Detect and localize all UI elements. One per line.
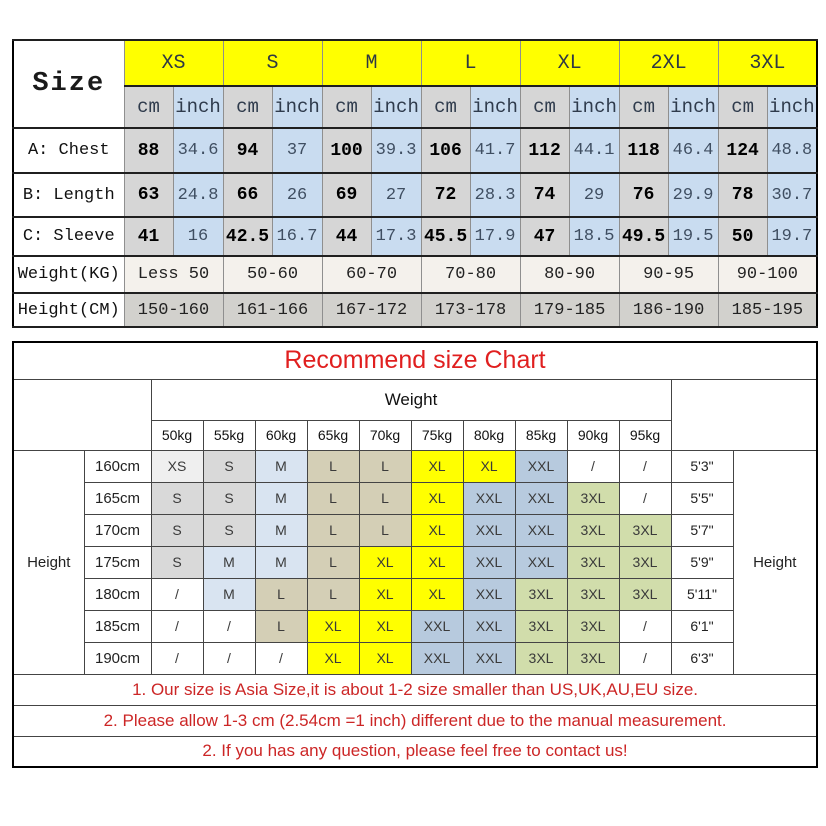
- unit-header-cell: inch: [668, 86, 718, 128]
- size-cell: L: [359, 514, 411, 546]
- size-cell: XL: [307, 610, 359, 642]
- size-cell: XXL: [515, 450, 567, 482]
- range-value-cell: Less 50: [124, 256, 223, 293]
- size-cell: S: [203, 450, 255, 482]
- measurement-row-label: B: Length: [13, 173, 124, 217]
- size-cell: XXL: [463, 642, 515, 674]
- size-cell: S: [151, 514, 203, 546]
- recommend-row: [13, 514, 817, 546]
- size-cell: 3XL: [567, 482, 619, 514]
- size-column-header: 3XL: [718, 40, 817, 86]
- unit-header-cell: inch: [371, 86, 421, 128]
- weight-column-header: 65kg: [307, 420, 359, 450]
- size-cell: XL: [411, 514, 463, 546]
- measurement-value-cell: 76: [619, 173, 668, 217]
- size-cell: /: [619, 450, 671, 482]
- measurement-value-cell: 72: [421, 173, 470, 217]
- size-cell: XXL: [515, 514, 567, 546]
- size-cell: 3XL: [567, 642, 619, 674]
- measurement-value-cell: 78: [718, 173, 767, 217]
- measurement-value-cell: 29: [569, 173, 619, 217]
- measurement-value-cell: 50: [718, 217, 767, 256]
- weight-group-header: Weight: [151, 379, 671, 420]
- note-row: [13, 736, 817, 767]
- height-ft-cell: 5'11": [671, 578, 733, 610]
- size-cell: L: [307, 546, 359, 578]
- measurement-value-cell: 88: [124, 128, 173, 173]
- size-cell: /: [203, 642, 255, 674]
- size-cell: M: [203, 546, 255, 578]
- recommend-size-table: [12, 341, 818, 768]
- size-cell: 3XL: [619, 514, 671, 546]
- size-cell: M: [203, 578, 255, 610]
- measurement-value-cell: 124: [718, 128, 767, 173]
- measurement-value-cell: 44.1: [569, 128, 619, 173]
- size-cell: 3XL: [567, 546, 619, 578]
- measurement-value-cell: 30.7: [767, 173, 817, 217]
- measurement-value-cell: 16: [173, 217, 223, 256]
- size-cell: XXL: [411, 642, 463, 674]
- unit-header-row: [13, 86, 817, 128]
- height-cm-cell: 165cm: [84, 482, 151, 514]
- measurement-value-cell: 45.5: [421, 217, 470, 256]
- measurement-value-cell: 48.8: [767, 128, 817, 173]
- recommend-row: [13, 546, 817, 578]
- note-row: [13, 705, 817, 736]
- recommend-row: [13, 450, 817, 482]
- blank-header-left: [13, 379, 151, 450]
- height-axis-label-right: Height: [733, 450, 817, 674]
- size-cell: /: [619, 482, 671, 514]
- weight-column-header: 70kg: [359, 420, 411, 450]
- recommend-title-row: [13, 342, 817, 379]
- height-cm-cell: 175cm: [84, 546, 151, 578]
- size-cell: L: [359, 450, 411, 482]
- measurement-value-cell: 17.3: [371, 217, 421, 256]
- size-cell: L: [255, 610, 307, 642]
- measurement-row: [13, 217, 817, 256]
- size-cell: 3XL: [515, 578, 567, 610]
- weight-column-header: 55kg: [203, 420, 255, 450]
- size-cell: /: [255, 642, 307, 674]
- unit-header-cell: cm: [421, 86, 470, 128]
- size-cell: XXL: [463, 482, 515, 514]
- measurement-value-cell: 69: [322, 173, 371, 217]
- range-value-cell: 70-80: [421, 256, 520, 293]
- size-column-header: L: [421, 40, 520, 86]
- measurement-value-cell: 63: [124, 173, 173, 217]
- measurement-value-cell: 49.5: [619, 217, 668, 256]
- range-value-cell: 90-95: [619, 256, 718, 293]
- height-cm-cell: 170cm: [84, 514, 151, 546]
- chart-title: Recommend size Chart: [284, 346, 546, 375]
- measurement-value-cell: 24.8: [173, 173, 223, 217]
- height-axis-label-left: Height: [13, 450, 84, 674]
- size-column-header: XL: [520, 40, 619, 86]
- weight-column-header: 95kg: [619, 420, 671, 450]
- recommend-title-cell: [13, 342, 817, 379]
- weight-column-header: 90kg: [567, 420, 619, 450]
- weight-column-header: 85kg: [515, 420, 567, 450]
- size-cell: XL: [307, 642, 359, 674]
- size-spec-table: [12, 39, 818, 328]
- weight-column-header: 50kg: [151, 420, 203, 450]
- measurement-value-cell: 42.5: [223, 217, 272, 256]
- measurement-value-cell: 47: [520, 217, 569, 256]
- size-cell: /: [619, 642, 671, 674]
- measurement-row: [13, 173, 817, 217]
- measurement-value-cell: 39.3: [371, 128, 421, 173]
- range-value-cell: 60-70: [322, 256, 421, 293]
- size-cell: /: [203, 610, 255, 642]
- height-cm-cell: 160cm: [84, 450, 151, 482]
- size-cell: S: [151, 546, 203, 578]
- measurement-row: [13, 128, 817, 173]
- size-cell: S: [151, 482, 203, 514]
- measurement-row-label: A: Chest: [13, 128, 124, 173]
- height-cm-cell: 190cm: [84, 642, 151, 674]
- size-cell: /: [151, 610, 203, 642]
- measurement-value-cell: 34.6: [173, 128, 223, 173]
- size-column-header: S: [223, 40, 322, 86]
- measurement-value-cell: 46.4: [668, 128, 718, 173]
- range-row-label: Weight(KG): [13, 256, 124, 293]
- range-value-cell: 185-195: [718, 293, 817, 327]
- measurement-value-cell: 112: [520, 128, 569, 173]
- measurement-value-cell: 37: [272, 128, 322, 173]
- size-cell: 3XL: [619, 546, 671, 578]
- measurement-value-cell: 118: [619, 128, 668, 173]
- measurement-value-cell: 41: [124, 217, 173, 256]
- size-cell: M: [255, 482, 307, 514]
- size-cell: 3XL: [567, 514, 619, 546]
- size-cell: /: [619, 610, 671, 642]
- size-column-header: M: [322, 40, 421, 86]
- size-column-header: XS: [124, 40, 223, 86]
- size-header-row: [13, 40, 817, 86]
- weight-column-header: 75kg: [411, 420, 463, 450]
- measurement-value-cell: 28.3: [470, 173, 520, 217]
- measurement-value-cell: 19.7: [767, 217, 817, 256]
- unit-header-cell: cm: [619, 86, 668, 128]
- size-cell: XL: [411, 546, 463, 578]
- unit-header-cell: cm: [718, 86, 767, 128]
- size-cell: XXL: [463, 514, 515, 546]
- measurement-value-cell: 106: [421, 128, 470, 173]
- size-cell: 3XL: [567, 578, 619, 610]
- recommend-row: [13, 610, 817, 642]
- size-cell: XL: [359, 546, 411, 578]
- range-value-cell: 161-166: [223, 293, 322, 327]
- size-cell: L: [307, 514, 359, 546]
- height-ft-cell: 5'9": [671, 546, 733, 578]
- range-value-cell: 167-172: [322, 293, 421, 327]
- measurement-value-cell: 74: [520, 173, 569, 217]
- unit-header-cell: inch: [767, 86, 817, 128]
- measurement-value-cell: 17.9: [470, 217, 520, 256]
- size-cell: 3XL: [619, 578, 671, 610]
- recommend-row: [13, 578, 817, 610]
- range-value-cell: 90-100: [718, 256, 817, 293]
- size-cell: S: [203, 514, 255, 546]
- height-ft-cell: 5'7": [671, 514, 733, 546]
- measurement-value-cell: 44: [322, 217, 371, 256]
- size-cell: L: [255, 578, 307, 610]
- height-ft-cell: 6'3": [671, 642, 733, 674]
- size-cell: XL: [411, 450, 463, 482]
- size-cell: M: [255, 514, 307, 546]
- size-cell: XXL: [463, 610, 515, 642]
- measurement-value-cell: 27: [371, 173, 421, 217]
- range-value-cell: 80-90: [520, 256, 619, 293]
- weight-column-header: 80kg: [463, 420, 515, 450]
- recommend-row: [13, 482, 817, 514]
- size-cell: /: [151, 642, 203, 674]
- measurement-value-cell: 19.5: [668, 217, 718, 256]
- measurement-value-cell: 66: [223, 173, 272, 217]
- height-ft-cell: 6'1": [671, 610, 733, 642]
- size-cell: L: [307, 450, 359, 482]
- range-row: [13, 293, 817, 327]
- note-text: 1. Our size is Asia Size,it is about 1-2 size smaller than US,UK,AU,EU size.: [13, 674, 817, 705]
- measurement-value-cell: 16.7: [272, 217, 322, 256]
- size-cell: 3XL: [515, 610, 567, 642]
- size-cell: XL: [411, 482, 463, 514]
- size-cell: XXL: [463, 546, 515, 578]
- range-value-cell: 179-185: [520, 293, 619, 327]
- corner-size-label: Size: [13, 40, 124, 128]
- height-cm-cell: 185cm: [84, 610, 151, 642]
- measurement-value-cell: 41.7: [470, 128, 520, 173]
- size-cell: XL: [463, 450, 515, 482]
- size-column-header: 2XL: [619, 40, 718, 86]
- size-cell: 3XL: [567, 610, 619, 642]
- unit-header-cell: inch: [569, 86, 619, 128]
- size-cell: L: [307, 578, 359, 610]
- blank-header-right: [671, 379, 817, 450]
- size-cell: M: [255, 450, 307, 482]
- size-cell: /: [151, 578, 203, 610]
- unit-header-cell: cm: [322, 86, 371, 128]
- size-cell: XXL: [515, 546, 567, 578]
- note-text: 2. If you has any question, please feel free to contact us!: [13, 736, 817, 767]
- measurement-value-cell: 29.9: [668, 173, 718, 217]
- size-cell: 3XL: [515, 642, 567, 674]
- range-value-cell: 150-160: [124, 293, 223, 327]
- weight-column-header: 60kg: [255, 420, 307, 450]
- measurement-value-cell: 100: [322, 128, 371, 173]
- unit-header-cell: cm: [223, 86, 272, 128]
- height-cm-cell: 180cm: [84, 578, 151, 610]
- size-cell: /: [567, 450, 619, 482]
- measurement-value-cell: 94: [223, 128, 272, 173]
- unit-header-cell: cm: [124, 86, 173, 128]
- size-cell: XL: [359, 642, 411, 674]
- height-ft-cell: 5'5": [671, 482, 733, 514]
- measurement-value-cell: 26: [272, 173, 322, 217]
- range-row-label: Height(CM): [13, 293, 124, 327]
- size-cell: XL: [359, 610, 411, 642]
- range-value-cell: 186-190: [619, 293, 718, 327]
- size-cell: L: [359, 482, 411, 514]
- range-row: [13, 256, 817, 293]
- size-cell: L: [307, 482, 359, 514]
- size-cell: XXL: [411, 610, 463, 642]
- height-ft-cell: 5'3": [671, 450, 733, 482]
- unit-header-cell: cm: [520, 86, 569, 128]
- size-cell: XL: [411, 578, 463, 610]
- note-row: [13, 674, 817, 705]
- unit-header-cell: inch: [173, 86, 223, 128]
- recommend-row: [13, 642, 817, 674]
- note-text: 2. Please allow 1-3 cm (2.54cm =1 inch) different due to the manual measurement.: [13, 705, 817, 736]
- unit-header-cell: inch: [272, 86, 322, 128]
- weight-group-row: [13, 379, 817, 420]
- size-cell: XXL: [515, 482, 567, 514]
- unit-header-cell: inch: [470, 86, 520, 128]
- size-cell: XS: [151, 450, 203, 482]
- size-cell: XXL: [463, 578, 515, 610]
- range-value-cell: 50-60: [223, 256, 322, 293]
- measurement-row-label: C: Sleeve: [13, 217, 124, 256]
- size-cell: XL: [359, 578, 411, 610]
- range-value-cell: 173-178: [421, 293, 520, 327]
- measurement-value-cell: 18.5: [569, 217, 619, 256]
- size-cell: S: [203, 482, 255, 514]
- size-cell: M: [255, 546, 307, 578]
